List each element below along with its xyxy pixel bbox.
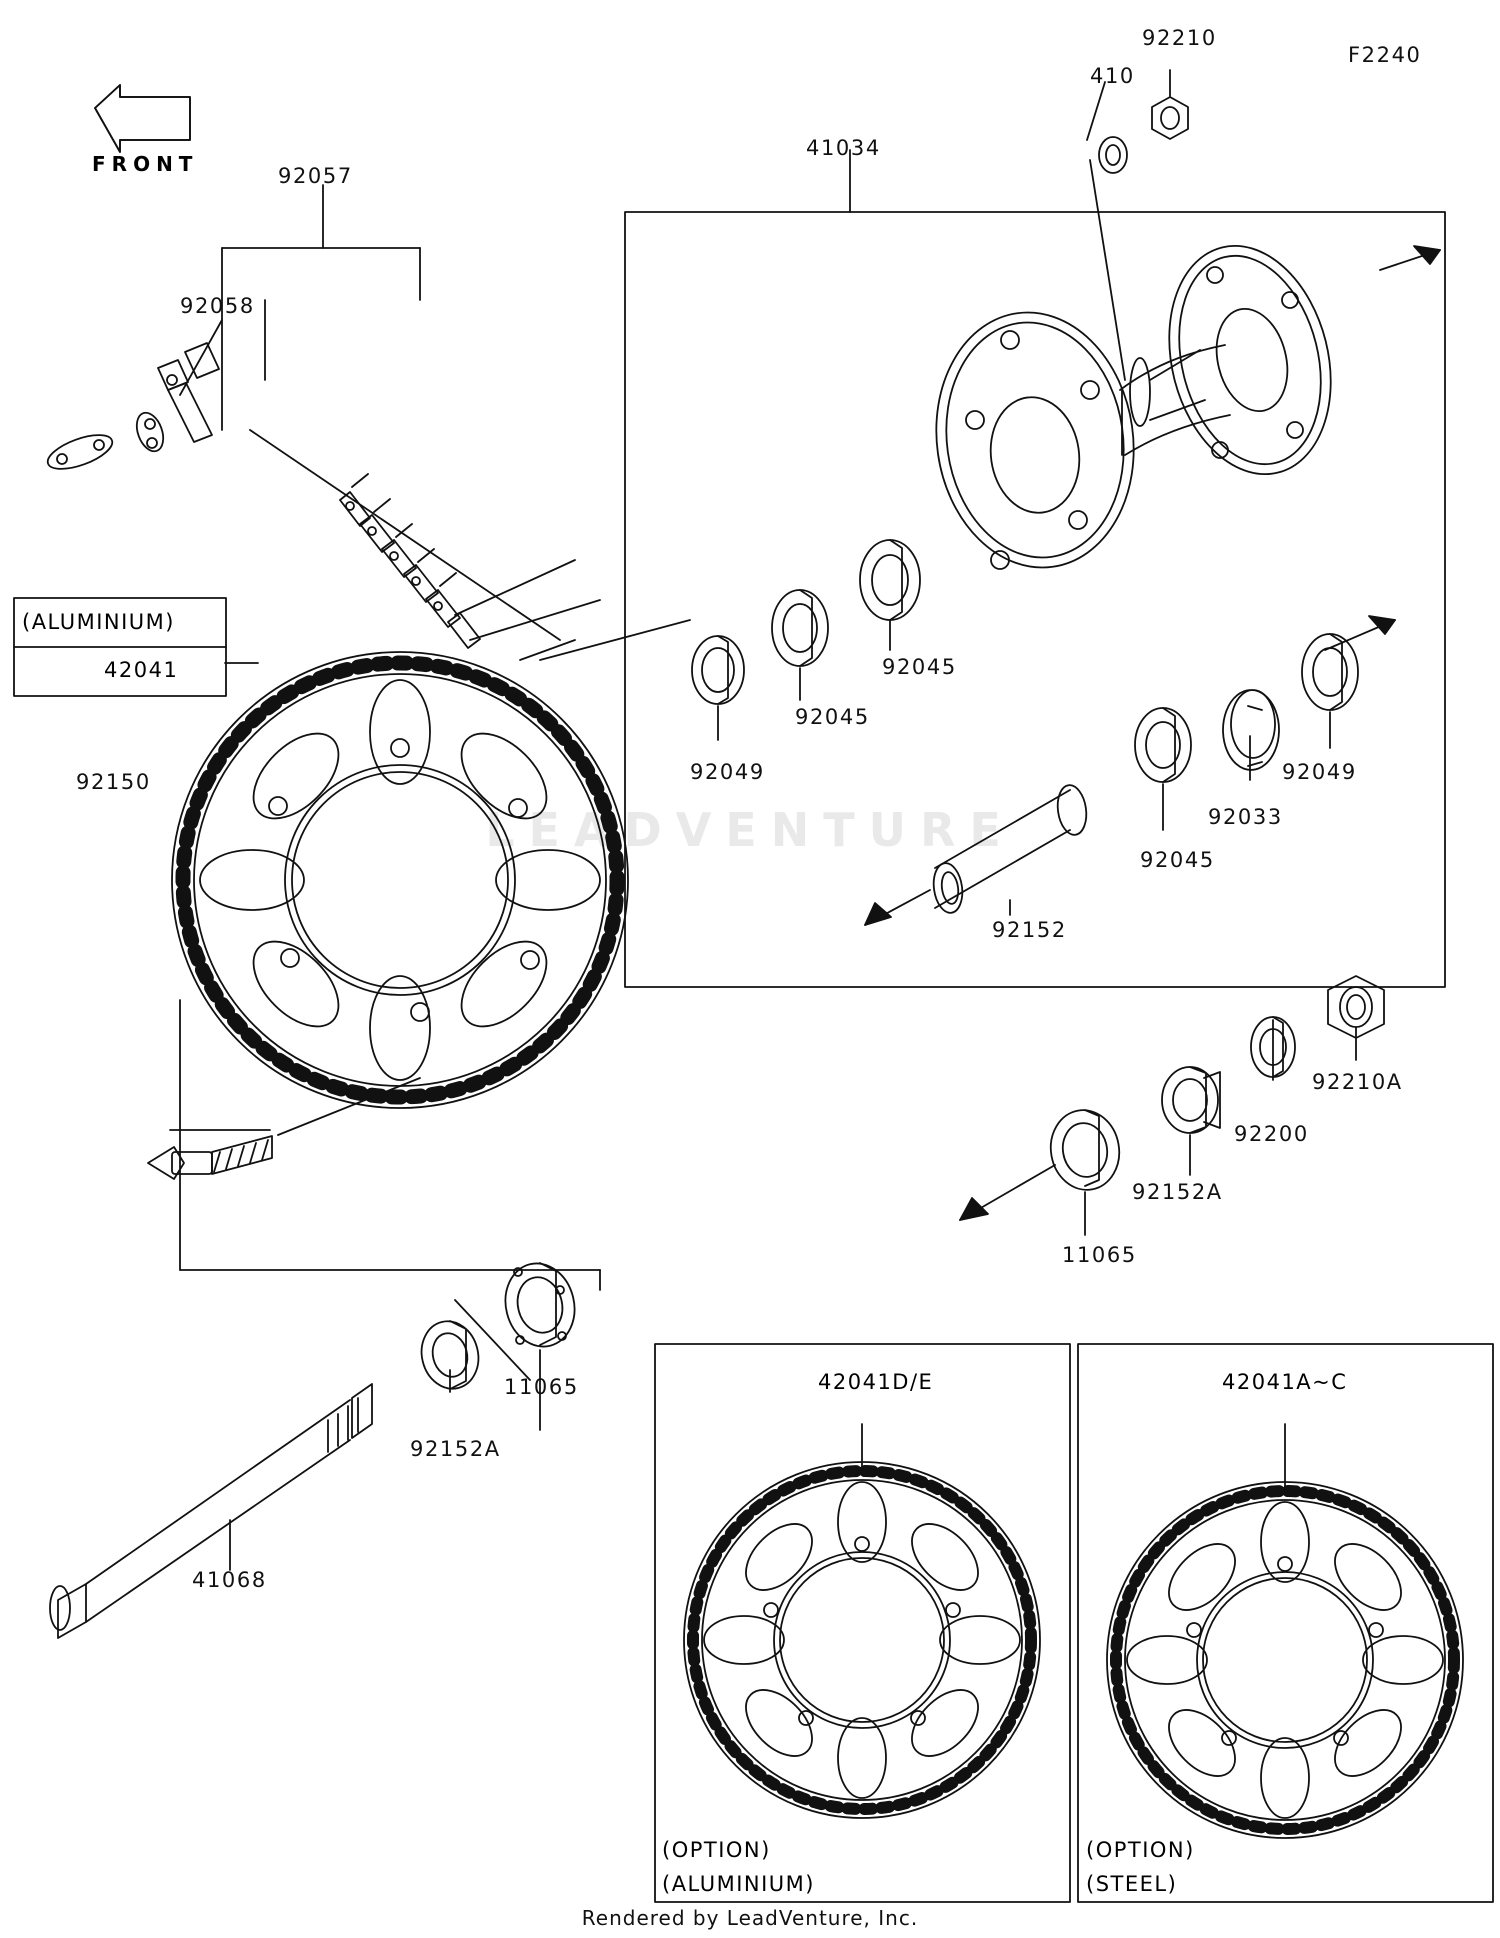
callout-92033: 92033 (1208, 805, 1283, 829)
render-credit: Rendered by LeadVenture, Inc. (581, 1906, 919, 1930)
sprocket-bolt-92150 (148, 1136, 272, 1179)
aluminium-part-number: 42041 (104, 658, 179, 682)
chain-link-parts (44, 343, 219, 476)
callout-92150: 92150 (76, 770, 151, 794)
bearings-row (692, 540, 1358, 782)
option-right-note-2: (STEEL) (1086, 1872, 1178, 1896)
callout-41034: 41034 (806, 136, 881, 160)
callout-92210: 92210 (1142, 26, 1217, 50)
sprocket-holes (200, 680, 600, 1080)
callout-92152: 92152 (992, 918, 1067, 942)
callout-92049-right: 92049 (1282, 760, 1357, 784)
callout-92058: 92058 (180, 294, 255, 318)
sheet-code: F2240 (1348, 43, 1422, 67)
option-right-note-1: (OPTION) (1086, 1838, 1195, 1862)
callout-92045-mid: 92045 (795, 705, 870, 729)
option-left-note-1: (OPTION) (662, 1838, 771, 1862)
callout-92049-left: 92049 (690, 760, 765, 784)
front-marker-label: FRONT (92, 152, 199, 176)
washer-410 (1099, 137, 1127, 173)
callout-11065-left: 11065 (504, 1375, 579, 1399)
front-arrow-icon (95, 85, 190, 152)
axle-41068 (50, 1384, 372, 1638)
callout-92152a-left: 92152A (410, 1437, 501, 1461)
callout-41068: 41068 (192, 1568, 267, 1592)
callout-92152a-right: 92152A (1132, 1180, 1223, 1204)
left-seal-group (415, 1256, 584, 1395)
callout-410: 410 (1090, 64, 1135, 88)
callout-92200: 92200 (1234, 1122, 1309, 1146)
rear-hub (920, 229, 1354, 581)
callout-92057: 92057 (278, 164, 353, 188)
drive-chain (340, 474, 480, 648)
aluminium-note: (ALUMINIUM) (22, 610, 175, 634)
option-sprocket-steel (1107, 1482, 1463, 1838)
option-right-part-number: 42041A~C (1222, 1370, 1348, 1394)
watermark-text: LEADVENTURE (485, 803, 1015, 857)
callout-92045-upper: 92045 (882, 655, 957, 679)
option-left-note-2: (ALUMINIUM) (662, 1872, 815, 1896)
collar-92152 (931, 783, 1090, 914)
callout-11065-right: 11065 (1062, 1243, 1137, 1267)
callout-92210a: 92210A (1312, 1070, 1403, 1094)
nut-92210 (1152, 97, 1188, 139)
rear-sprocket-main (172, 652, 628, 1108)
option-sprocket-aluminium (684, 1462, 1040, 1818)
option-left-part-number: 42041D/E (818, 1370, 934, 1394)
callout-92045-lower: 92045 (1140, 848, 1215, 872)
